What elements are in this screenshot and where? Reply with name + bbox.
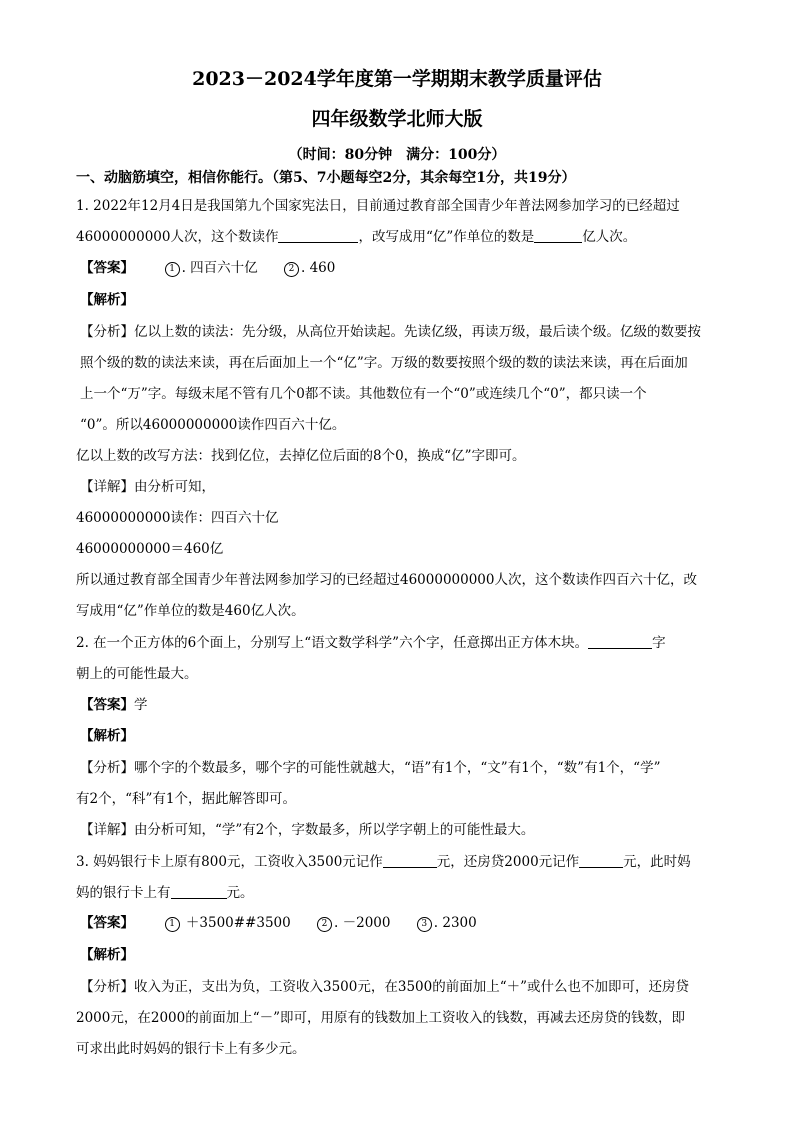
- exam-subtitle: 四年级数学北师大版: [311, 108, 483, 130]
- q2-text-a: 2. 在一个正方体的6个面上，分别写上“语文数学科学”六个字，任意掷出正方体木块。: [76, 635, 589, 651]
- q3-analysis-line: 【分析】收入为正，支出为负，工资收入3500元，在3500的前面加上“＋”或什么也不加即可，还房贷: [80, 979, 690, 995]
- q3-answer: [80, 913, 730, 933]
- exam-title: 2023－2024学年度第一学期期末教学质量评估: [192, 68, 602, 90]
- q1-analysis-line: 亿以上数的改写方法：找到亿位，去掉亿位后面的8个0，换成“亿”字即可。: [76, 448, 526, 464]
- section-heading: 一、动脑筋填空，相信你能行。（第5、7小题每空2分，其余每空1分，共19分）: [76, 170, 576, 186]
- q1-line2: [76, 227, 726, 247]
- q2-analysis-label: 【解析】: [80, 728, 134, 744]
- q1-blank-2[interactable]: [534, 228, 582, 243]
- circled-number: 3: [417, 917, 432, 932]
- answer-label: 【答案】: [80, 915, 134, 931]
- q3-answer-3: 3 . 2300: [417, 915, 477, 931]
- q1-text-c: 亿人次。: [582, 229, 637, 245]
- circled-number: 2: [284, 262, 299, 277]
- q2-analysis-line: 有2个，“科”有1个，据此解答即可。: [76, 791, 296, 807]
- q2-blank[interactable]: [588, 634, 652, 649]
- q1-answer-1: 1 . 四百六十亿: [165, 260, 258, 276]
- q1-text-a: 46000000000人次，这个数读作: [76, 229, 279, 245]
- q1-answer: [80, 258, 730, 278]
- q3-text-e: 元。: [226, 885, 254, 901]
- q3-analysis-label: 【解析】: [80, 947, 134, 963]
- answer-label: 【答案】: [80, 260, 134, 276]
- q1-detail-line: 46000000000读作：四百六十亿: [76, 510, 279, 526]
- q1-detail-line: 写成用“亿”作单位的数是460亿人次。: [76, 603, 305, 619]
- q3-line2: [76, 883, 726, 903]
- q1-detail-line: 【详解】由分析可知，: [80, 479, 215, 495]
- circled-number: 2: [317, 917, 332, 932]
- q3-analysis-line: 可求出此时妈妈的银行卡上有多少元。: [76, 1041, 306, 1057]
- q3-answer-1: 1 ＋3500##3500: [165, 915, 291, 931]
- q2-text-b: 字: [652, 635, 666, 651]
- q3-text-c: 元，此时妈: [623, 854, 691, 870]
- q3-blank-1[interactable]: [383, 853, 437, 868]
- q1-analysis-line: 【分析】亿以上数的读法：先分级，从高位开始读起。先读亿级，再读万级，最后读个级。亿级的数要按: [80, 324, 701, 340]
- q3-answer-2: 2 . －2000: [317, 915, 390, 931]
- q1-detail-line: 所以通过教育部全国青少年普法网参加学习的已经超过46000000000人次，这个数读作四百六十亿，改: [76, 572, 697, 588]
- q3-text-b: 元，还房贷2000元记作: [436, 854, 580, 870]
- q1-line1: 1. 2022年12月4日是我国第九个国家宪法日，目前通过教育部全国青少年普法网参加学习的已经超过: [76, 198, 680, 214]
- q1-text-b: ，改写成用“亿”作单位的数是: [358, 229, 535, 245]
- q3-analysis-line: 2000元，在2000的前面加上“－”即可，用原有的钱数加上工资收入的钱数，再减去还房贷的钱数，即: [76, 1010, 686, 1026]
- q2-answer: [80, 695, 730, 715]
- q1-analysis-line: “0”。所以46000000000读作四百六十亿。: [80, 417, 346, 433]
- q1-answer-2: 2 . 460: [284, 260, 335, 276]
- q1-analysis-line: 照个级的数的读法来读，再在后面加上一个“亿”字。万级的数要按照个级的数的读法来读，再在后面加: [80, 355, 688, 371]
- q2-detail: 【详解】由分析可知，“学”有2个，字数最多，所以学字朝上的可能性最大。: [80, 822, 535, 838]
- q2-line2: 朝上的可能性最大。: [76, 666, 198, 682]
- q3-blank-2[interactable]: [579, 853, 623, 868]
- circled-number: 1: [165, 262, 180, 277]
- q3-text-d: 妈的银行卡上有: [76, 885, 171, 901]
- q3-line1: [76, 852, 726, 872]
- q2-line1: [76, 633, 726, 653]
- q2-analysis-line: 【分析】哪个字的个数最多，哪个字的可能性就越大，“语”有1个，“文”有1个，“数”有1个，“学”: [80, 760, 661, 776]
- exam-meta: （时间：80分钟 满分：100分）: [288, 147, 506, 163]
- q1-detail-line: 46000000000＝460亿: [76, 541, 224, 557]
- q1-analysis-line: 上一个“万”字。每级末尾不管有几个0都不读。其他数位有一个“0”或连续几个“0”，都只读一个: [80, 386, 647, 402]
- q3-text-a: 3. 妈妈银行卡上原有800元，工资收入3500元记作: [76, 854, 383, 870]
- q2-answer-text: 学: [134, 697, 148, 713]
- q1-blank-1[interactable]: [278, 228, 358, 243]
- q3-blank-3[interactable]: [171, 884, 227, 899]
- q1-analysis-label: 【解析】: [80, 292, 134, 308]
- answer-label: 【答案】: [80, 697, 134, 713]
- circled-number: 1: [165, 917, 180, 932]
